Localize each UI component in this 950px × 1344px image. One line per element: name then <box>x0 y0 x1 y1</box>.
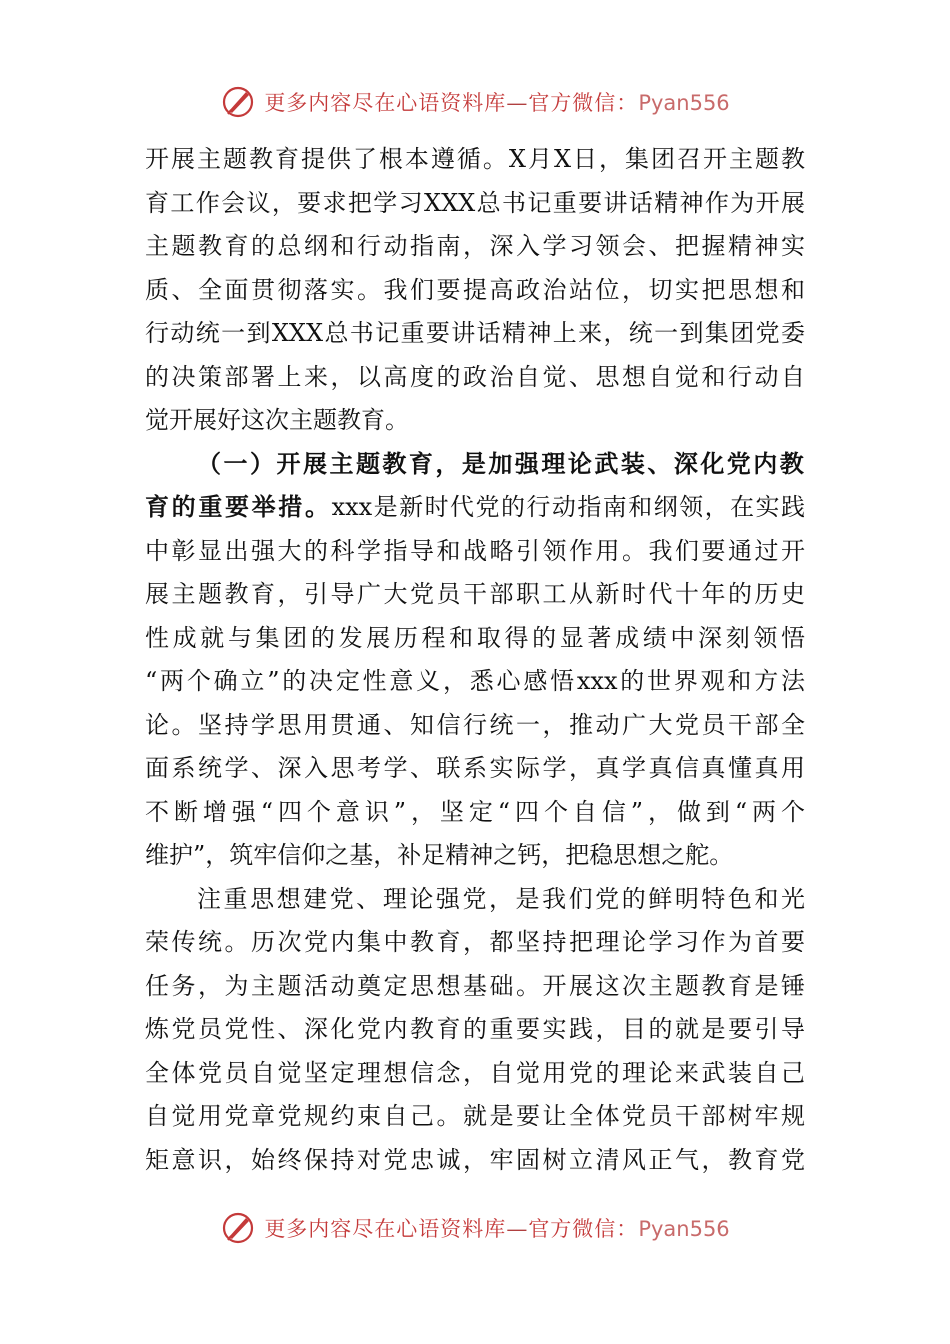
text-line: 觉开展好这次主题教育。 <box>145 406 409 434</box>
document-body <box>145 138 805 1182</box>
section-heading: （一）开展主题教育，是加强理论武装、深化党内教 <box>197 449 805 478</box>
header-banner <box>0 82 950 122</box>
text-line: 质、全面贯彻落实。我们要提高政治站位，切实把思想和 <box>145 275 805 304</box>
text-line: 任务，为主题活动奠定思想基础。开展这次主题教育是锤 <box>145 971 805 1000</box>
footer-banner <box>0 1208 950 1248</box>
text-line: 荣传统。历次党内集中教育，都坚持把理论学习作为首要 <box>145 928 805 956</box>
text-line: 维护”，筑牢信仰之基，补足精神之钙，把稳思想之舵。 <box>145 841 734 869</box>
text-line: 展主题教育，引导广大党员干部职工从新时代十年的历史 <box>145 580 805 608</box>
section-text: xxx是新时代党的行动指南和纲领，在实践 <box>331 493 805 521</box>
text-line: 不断增强“四个意识”，坚定“四个自信”，做到“两个 <box>145 797 805 826</box>
text-line: 主题教育的总纲和行动指南，深入学习领会、把握精神实 <box>145 232 805 260</box>
footer-banner-text: 更多内容尽在心语资料库—官方微信：Pyan556 <box>264 1217 730 1241</box>
quill-logo-icon <box>220 1210 256 1246</box>
text-line: “两个确立”的决定性意义，悉心感悟xxx的世界观和方法 <box>145 667 805 695</box>
section-heading-end: 育的重要举措。 <box>145 493 332 521</box>
text-line: 的决策部署上来，以高度的政治自觉、思想自觉和行动自 <box>145 362 805 391</box>
text-line: 自觉用党章党规约束自己。就是要让全体党员干部树牢规 <box>145 1102 805 1130</box>
text-line: 中彰显出强大的科学指导和战略引领作用。我们要通过开 <box>145 536 805 565</box>
text-line: 性成就与集团的发展历程和取得的显著成绩中深刻领悟 <box>145 623 805 652</box>
text-line: 开展主题教育提供了根本遵循。X月X日，集团召开主题教 <box>145 145 805 173</box>
text-line: 育工作会议，要求把学习XXX总书记重要讲话精神作为开展 <box>145 188 805 217</box>
text-line: 全体党员自觉坚定理想信念，自觉用党的理论来武装自己 <box>145 1058 805 1087</box>
header-banner-text: 更多内容尽在心语资料库—官方微信：Pyan556 <box>264 91 730 115</box>
text-line: 行动统一到XXX总书记重要讲话精神上来，统一到集团党委 <box>145 319 805 347</box>
quill-logo-icon <box>220 84 256 120</box>
text-line: 论。坚持学思用贯通、知信行统一，推动广大党员干部全 <box>145 710 805 739</box>
text-line: 矩意识，始终保持对党忠诚，牢固树立清风正气，教育党 <box>145 1145 805 1174</box>
text-line: 注重思想建党、理论强党，是我们党的鲜明特色和光 <box>197 884 805 913</box>
text-line: 炼党员党性、深化党内教育的重要实践，目的就是要引导 <box>145 1015 805 1043</box>
section-heading-continued <box>145 486 805 530</box>
text-line: 面系统学、深入思考学、联系实际学，真学真信真懂真用 <box>145 754 805 782</box>
